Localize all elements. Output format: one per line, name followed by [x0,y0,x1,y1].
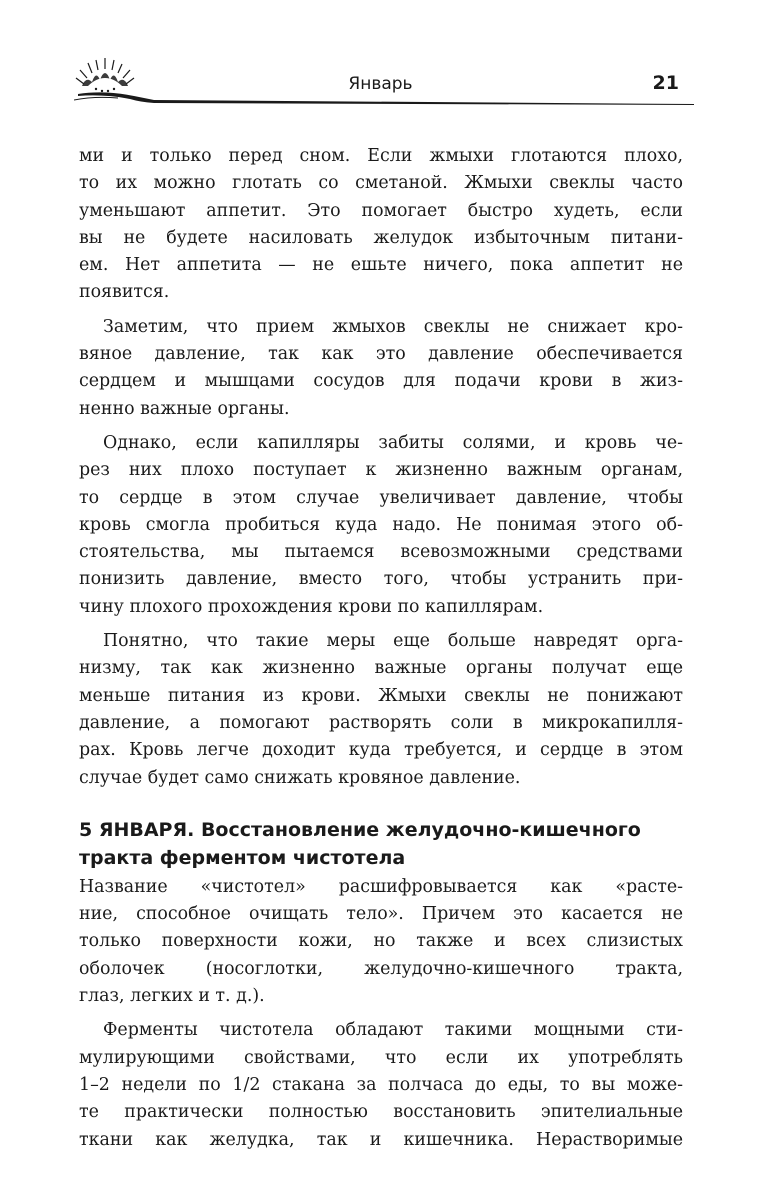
text-line: ние, способное очищать тело». Причем это касается не [79,904,683,925]
text-line: стоятельства, мы пытаемся всевозможными средствами [79,542,683,563]
text-line: меньше питания из крови. Жмыхи свеклы не понижают [79,685,683,706]
section-heading-line: тракта ферментом чистотела [79,846,406,869]
text-line: рез них плохо поступает к жизненно важным органам, [79,460,683,481]
paragraph [79,430,683,621]
page-header [0,0,761,120]
text-line: мулирующими свойствами, что если их употреблять [79,1047,683,1068]
text-line: те практически полностью восстановить эпителиальные [79,1102,683,1123]
text-line: уменьшают аппетит. Это помогает быстро худеть, если [79,200,683,221]
text-line: ем. Нет аппетита — не ешьте ничего, пока аппетит не [79,255,683,276]
text-line: появится. [79,282,170,303]
text-line: оболочек (носоглотки, желудочно-кишечного тракта, [79,958,683,979]
text-line: Название «чистотел» расшифровывается как «расте- [79,876,683,897]
text-line: Ферменты чистотела обладают такими мощными сти- [103,1020,683,1041]
paragraph [79,314,683,423]
text-line: вы не будете насиловать желудок избыточным питани- [79,227,683,248]
running-title: Январь [348,74,413,94]
text-line: только поверхности кожи, но также и всех слизистых [79,931,683,952]
text-line: то сердце в этом случае увеличивает давление, чтобы [79,487,683,508]
text-line: Заметим, что прием жмыхов свеклы не снижает кро- [103,316,683,337]
text-line: кровь смогла пробиться куда надо. Не понимая этого об- [79,514,683,535]
text-line: глаз, легких и т. д.). [79,986,265,1007]
text-line: сердцем и мышцами сосудов для подачи крови в жиз- [79,371,683,392]
paragraph [79,143,683,307]
text-line: рах. Кровь легче доходит куда требуется, и сердце в этом [79,740,683,761]
paragraph [79,628,683,792]
page-body [79,143,683,1154]
text-line: Понятно, что такие меры еще больше навредят орга- [103,631,683,652]
text-line: низму, так как жизненно важные органы получат еще [79,658,683,679]
text-line: чину плохого прохождения крови по капиллярам. [79,596,544,617]
text-line: ми и только перед сном. Если жмыхи глотаются плохо, [79,146,683,166]
section-heading [79,816,683,872]
paragraph [79,1017,683,1153]
text-line: 1–2 недели по 1/2 стакана за полчаса до еды, то вы може- [79,1074,683,1095]
text-line: вяное давление, так как это давление обеспечивается [79,344,683,365]
text-line: давление, а помогают растворять соли в микрокапилля- [79,712,683,733]
text-line: случае будет само снижать кровяное давление. [79,767,521,788]
text-line: Однако, если капилляры забиты солями, и кровь че- [103,432,683,453]
text-line: то их можно глотать со сметаной. Жмыхи свеклы часто [79,173,683,194]
text-line: ненно важные органы. [79,398,290,419]
paragraph [79,874,683,1010]
text-line: понизить давление, вместо того, чтобы устранить при- [79,569,683,590]
section-heading-line: 5 ЯНВАРЯ. Восстановление желудочно-кишечного [79,818,641,841]
text-line: ткани как желудка, так и кишечника. Нерастворимые [79,1129,683,1150]
page-number: 21 [652,72,679,94]
